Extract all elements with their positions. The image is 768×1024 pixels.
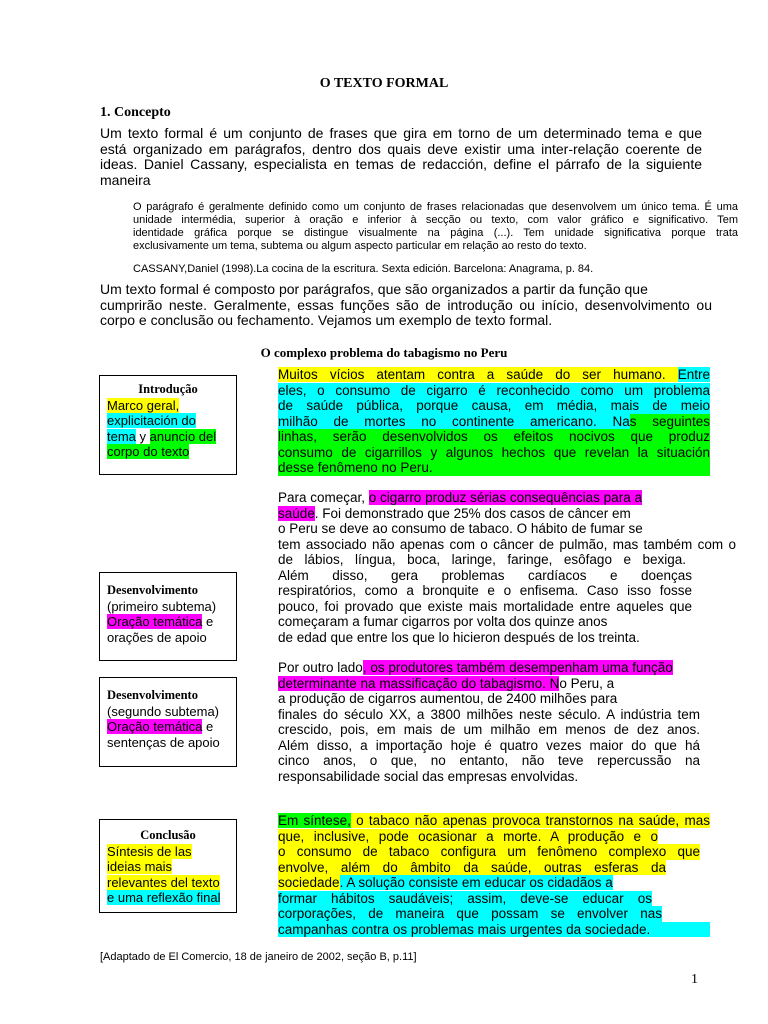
quote-line: O parágrafo é geralmente definido como um conjunto de frases relacionadas que desenvolvem um único tema. É uma	[133, 201, 738, 213]
example-line: o Peru se deve ao consumo de tabaco. O hábito de fumar se	[278, 521, 643, 536]
example-line: cinco anos, o que, no entanto, não teve repercussão na	[278, 753, 700, 768]
intro-line: maneira	[100, 171, 151, 188]
box-heading: Conclusão	[140, 828, 196, 842]
box-heading: Desenvolvimento	[107, 583, 198, 597]
box-desenvolvimento-2	[99, 677, 237, 767]
box-line: anuncio del	[149, 428, 217, 444]
example-line: Muitos vícios atentam contra a saúde do ser humano. Entre	[278, 367, 710, 382]
box-line: (primeiro subtema)	[107, 598, 217, 614]
example-paragraph-4	[278, 813, 710, 937]
example-line: campanhas contra os problemas mais urgentes da sociedade.	[278, 922, 710, 938]
box-desenvolvimento-1	[99, 572, 237, 661]
example-line: Por outro lado, os produtores também desempenham uma função	[278, 660, 673, 675]
example-line: envolve, além do âmbito da saúde, outras esferas da	[278, 859, 666, 875]
example-line: milhão de mortes no continente americano. Nas seguintes	[278, 413, 710, 429]
box-line: e	[202, 719, 214, 734]
box-line: tema	[107, 428, 136, 444]
example-line: eles, o consumo de cigarro é reconhecido como um problema	[278, 382, 710, 398]
box-line: e	[202, 614, 214, 629]
quote-line: unidade intermédia, superior à oração e inferior à secção ou texto, com valor gráfico e significativo. Tem	[133, 214, 738, 226]
box-line: Oração temática	[107, 614, 203, 629]
example-line: pouco, foi provado que existe mais mortalidade entre aqueles que	[278, 598, 692, 614]
box-heading: Desenvolvimento	[107, 688, 198, 702]
example-line: respiratórios, como a bronquite e o enfisema. Caso isso fosse	[278, 583, 692, 598]
box-conclusao	[99, 819, 237, 913]
box-line: Síntesis de las	[107, 843, 192, 859]
quote-line: exclusivamente um tema, subtema ou algum aspecto particular em relação ao resto do texto.	[133, 240, 587, 252]
example-line: saúde. Foi demonstrado que 25% dos casos de câncer em	[278, 505, 631, 521]
example-line: que, inclusive, pode ocasionar a morte. A produção e o	[278, 828, 658, 844]
example-paragraph-1	[278, 367, 710, 476]
citation: CASSANY,Daniel (1998).La cocina de la escritura. Sexta edición. Barcelona: Anagrama, p. 84.	[133, 263, 594, 275]
example-line: consumo de cigarrillos y algunos hechos que revelan la situación	[278, 444, 710, 460]
example-line: sociedade. A solução consiste em educar os cidadãos a	[278, 875, 613, 890]
source-note: [Adaptado de El Comercio, 18 de janeiro de 2002, seção B, p.11]	[100, 951, 417, 963]
box-heading: Introdução	[138, 382, 198, 396]
intro-line: Um texto formal é um conjunto de frases que gira em torno de um determinado tema e que	[100, 125, 702, 141]
para2-line: cumprirão neste. Geralmente, essas funções são de introdução ou início, desenvolvimento ou	[100, 296, 712, 313]
second-paragraph	[100, 282, 712, 329]
example-line: formar hábitos saudáveis; assim, deve-se educar os	[278, 890, 652, 906]
intro-line: está organizado em parágrafos, dentro dos quais deve existir uma inter-relação coerente de	[100, 140, 702, 157]
example-line: determinante na massificação do tabagismo. No Peru, a	[278, 675, 615, 691]
quote-line: identidade gráfica porque se distingue visualmente na página (...). Tem unidade significativa porque trata	[133, 227, 738, 239]
box-line: e uma reflexão final	[107, 890, 221, 905]
box-line: orações de apoio	[107, 629, 207, 645]
example-line: corporações, de maneira que possam se envolver nas	[278, 906, 662, 921]
para2-line: Um texto formal é composto por parágrafos, que são organizados a partir da função que	[100, 281, 648, 297]
example-line: de edad que entre los que lo hicieron después de los treinta.	[278, 629, 640, 645]
example-line: tem associado não apenas com o câncer de pulmão, mas também com o	[278, 536, 736, 552]
box-line: ideias mais	[107, 859, 173, 874]
example-line: crescido, pois, em mais de um milhão em menos de dez anos.	[278, 722, 700, 737]
example-line: finales do século XX, a 3800 milhões neste século. A indústria tem	[278, 706, 700, 722]
page-number: 1	[691, 972, 698, 987]
box-line: corpo do texto	[107, 444, 190, 459]
section-heading: 1. Concepto	[100, 105, 171, 120]
block-quote	[133, 201, 738, 253]
example-line: o consumo de tabaco configura um fenômeno complexo que	[278, 844, 700, 859]
example-line: Além disso, gera problemas cardíacos e doenças	[278, 567, 692, 583]
box-line: Marco geral,	[107, 397, 180, 413]
box-line: (segundo subtema)	[107, 703, 220, 719]
intro-paragraph	[100, 126, 702, 188]
box-line: explicitación do	[107, 413, 196, 428]
example-line: de saúde pública, porque causa, em média, mais de meio	[278, 398, 710, 413]
para2-line: corpo e conclusão ou fechamento. Vejamos um exemplo de texto formal.	[100, 312, 553, 328]
example-line: a produção de cigarros aumentou, de 2400 milhões para	[278, 691, 618, 706]
example-line: de lábios, língua, boca, laringe, faringe, esôfago e bexiga.	[278, 552, 686, 567]
page-title: O TEXTO FORMAL	[319, 76, 449, 91]
box-line: Oração temática	[107, 719, 203, 734]
example-line: começaram a fumar cigarros por volta dos quinze anos	[278, 614, 608, 629]
example-paragraph-2	[278, 490, 736, 645]
example-line: linhas, serão desenvolvidos os efeitos nocivos que produz	[278, 429, 710, 444]
example-line: Em síntese, o tabaco não apenas provoca transtornos na saúde, mas	[278, 813, 710, 828]
example-line: Para começar, o cigarro produz sérias consequências para a	[278, 490, 642, 505]
example-title: O complexo problema do tabagismo no Peru	[260, 345, 508, 360]
box-line: y	[135, 428, 150, 444]
example-paragraph-3	[278, 660, 700, 784]
example-line: responsabilidade social das empresas envolvidas.	[278, 768, 579, 784]
box-line: relevantes del texto	[107, 874, 220, 890]
example-line: desse fenômeno no Peru.	[278, 460, 710, 476]
box-line: sentenças de apoio	[107, 734, 220, 750]
intro-line: ideas. Daniel Cassany, especialista en temas de redacción, define el párrafo de la siguiente	[100, 156, 702, 172]
box-introducao	[99, 375, 237, 475]
example-line: Além disso, a importação hoje é quatro vezes maior do que há	[278, 737, 700, 753]
